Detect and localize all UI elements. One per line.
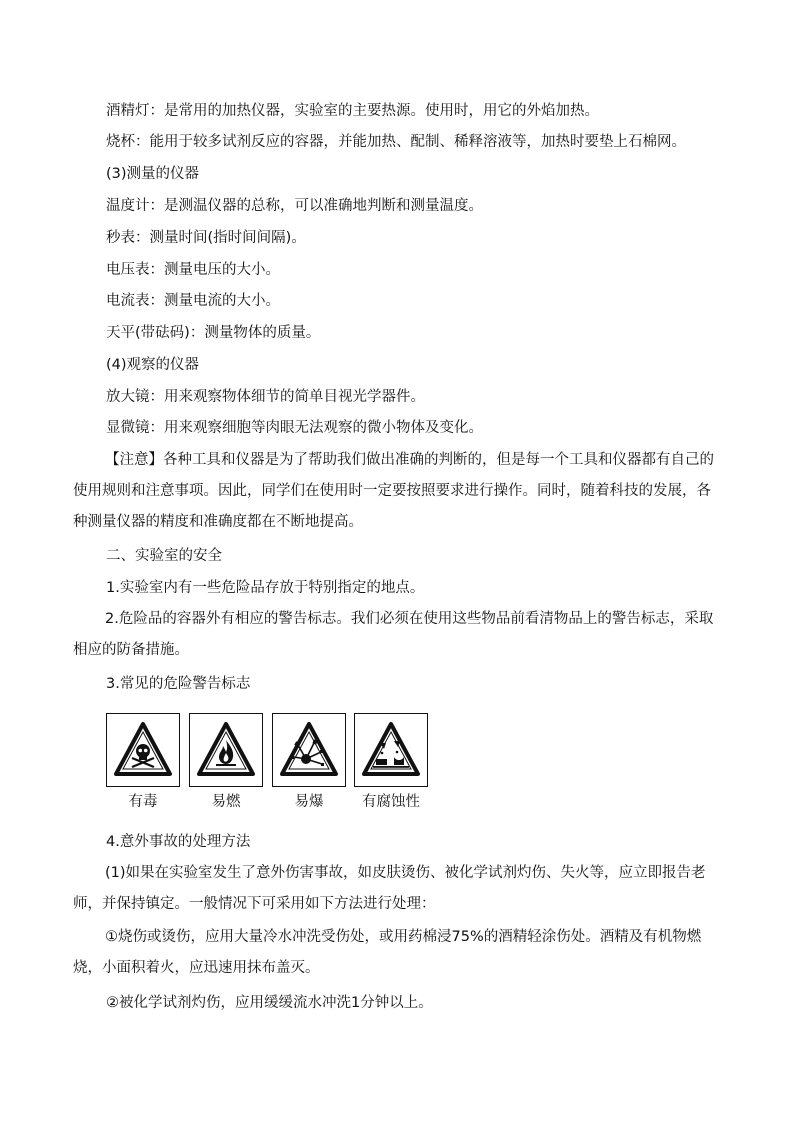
paragraph-microscope: 显微镜：用来观察细胞等肉眼无法观察的微小物体及变化。 (106, 420, 483, 436)
corrosive-icon (360, 719, 422, 781)
paragraph-voltmeter: 电压表：测量电压的大小。 (106, 262, 280, 278)
safety-item-2: 2.危险品的容器外有相应的警告标志。我们必须在使用这些物品前看清物品上的警告标志，采取相应的防备措施。 (73, 611, 714, 658)
heading-measuring-instruments: (3)测量的仪器 (106, 166, 200, 182)
sign-label-corrosive: 有腐蚀性 (362, 794, 420, 810)
skull-crossbones-icon (112, 719, 174, 781)
paragraph-magnifier: 放大镜：用来观察物体细节的简单目视光学器件。 (106, 389, 425, 405)
sign-label-toxic: 有毒 (128, 794, 158, 810)
explosion-icon (278, 719, 340, 781)
flammable-sign (189, 713, 263, 787)
paragraph-balance: 天平(带砝码)：测量物体的质量。 (106, 325, 321, 341)
accident-paragraph-chemical: ②被化学试剂灼伤，应用缓缓流水冲洗1分钟以上。 (106, 995, 433, 1011)
toxic-sign (106, 713, 180, 787)
paragraph-ammeter: 电流表：测量电流的大小。 (106, 293, 280, 309)
paragraph-thermometer: 温度计：是测温仪器的总称，可以准确地判断和测量温度。 (106, 198, 483, 214)
safety-item-1: 1.实验室内有一些危险品存放于特别指定的地点。 (106, 580, 425, 596)
heading-observing-instruments: (4)观察的仪器 (106, 357, 200, 373)
section-lab-safety-heading: 二、实验室的安全 (106, 548, 222, 564)
explosive-sign (272, 713, 346, 787)
accident-paragraph-burns: ①烧伤或烫伤，应用大量冷水冲洗受伤处，或用药棉浸75%的酒精轻涂伤处。酒精及有机物燃烧，小面积着火，应迅速用抹布盖灭。 (73, 929, 702, 976)
paragraph-alcohol-lamp: 酒精灯：是常用的加热仪器，实验室的主要热源。使用时，用它的外焰加热。 (106, 103, 599, 119)
paragraph-stopwatch: 秒表：测量时间(指时间间隔)。 (106, 230, 306, 246)
flame-icon (195, 719, 257, 781)
corrosive-sign (354, 713, 428, 787)
safety-item-3: 3.常见的危险警告标志 (106, 676, 251, 692)
sign-label-flammable: 易燃 (211, 794, 241, 810)
sign-label-explosive: 易爆 (294, 794, 324, 810)
accident-handling-heading: 4.意外事故的处理方法 (106, 834, 251, 850)
accident-paragraph-1: (1)如果在实验室发生了意外伤害事故，如皮肤烫伤、被化学试剂灼伤、失火等，应立即报告老师，并保持镇定。一般情况下可采用如下方法进行处理： (73, 865, 706, 912)
note-paragraph: 【注意】各种工具和仪器是为了帮助我们做出准确的判断的，但是每一个工具和仪器都有自己的使用规则和注意事项。因此，同学们在使用时一定要按照要求进行操作。同时，随着科技的发展，各种测量仪器的精度和准确度都在不断地提高。 (73, 452, 714, 530)
paragraph-beaker: 烧杯：能用于较多试剂反应的容器，并能加热、配制、稀释溶液等，加热时要垫上石棉网。 (106, 134, 686, 150)
hazard-signs-figure (106, 713, 428, 813)
